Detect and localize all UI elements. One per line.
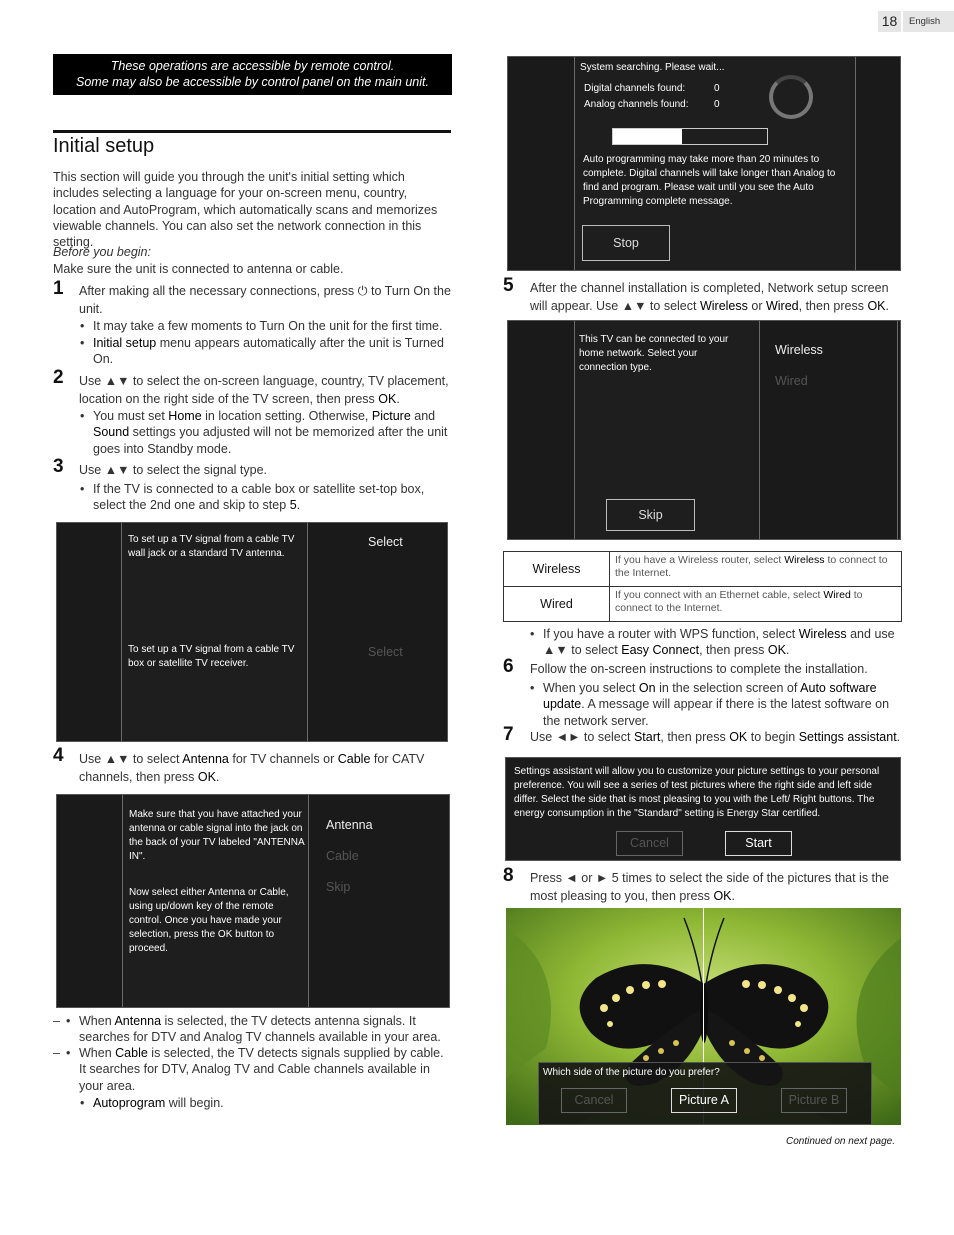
table-cell-text bbox=[610, 552, 902, 587]
step-6-bullet-a: When you select bbox=[543, 681, 636, 695]
option-cable[interactable]: Cable bbox=[326, 849, 359, 863]
step-3-text: Use ▲▼ to select the signal type. bbox=[79, 463, 268, 477]
step-2-bullet-and: and bbox=[414, 409, 436, 423]
step-1-number: 1 bbox=[53, 278, 64, 299]
before-you-begin-text: Make sure the unit is connected to antenna or cable. bbox=[53, 262, 344, 276]
step-4-text bbox=[79, 750, 451, 786]
antenna-desc-panel bbox=[122, 795, 309, 1007]
step-2-bullet bbox=[93, 408, 451, 457]
table-cell-text bbox=[610, 587, 902, 622]
notice-line-1: These operations are accessible by remote control. bbox=[110, 59, 395, 73]
wireless-key: Wireless bbox=[699, 299, 748, 313]
analog-channels-label: Analog channels found: bbox=[584, 99, 689, 110]
search-panel bbox=[574, 57, 856, 270]
home-key: Home bbox=[168, 409, 202, 423]
cable-note-a: When bbox=[79, 1046, 112, 1060]
step-8-end: . bbox=[731, 889, 735, 903]
step-2-number: 2 bbox=[53, 367, 64, 388]
wireless-row-text-a: If you have a Wireless router, select bbox=[615, 554, 782, 566]
step-4-number: 4 bbox=[53, 745, 64, 766]
table-row bbox=[504, 552, 902, 587]
table-cell-label: Wireless bbox=[504, 552, 610, 587]
autoprogram-note-rest: will begin. bbox=[168, 1096, 224, 1110]
step-2-bullet-c: settings you adjusted will not be memorized after the unit goes into Standby mode. bbox=[93, 425, 448, 456]
step-6-bullet-c: . A message will appear if there is the latest software on the network server. bbox=[543, 697, 890, 728]
section-title: Initial setup bbox=[53, 135, 155, 157]
step-5-or: or bbox=[751, 299, 763, 313]
intro-paragraph: This section will guide you through the unit's initial setting which includes selecting a language for your on-screen menu, country, location and AutoProgram, which automatically scans and memorizes viewable channels. You can also set the network connection in this setting. bbox=[53, 170, 438, 250]
wps-a: If you have a router with WPS function, select bbox=[543, 627, 796, 641]
step-1-text-b: to Turn On the unit. bbox=[79, 284, 451, 316]
network-type-table bbox=[503, 551, 902, 622]
step-8-text bbox=[530, 869, 902, 905]
step-6-bullet bbox=[543, 680, 901, 729]
loading-spinner-icon bbox=[769, 75, 813, 119]
ok-key: OK bbox=[729, 730, 748, 744]
digital-channels-label: Digital channels found: bbox=[584, 83, 686, 94]
step-3-bullet-end: . bbox=[296, 498, 301, 513]
search-progress-bar bbox=[612, 128, 768, 145]
language-tab: English bbox=[903, 11, 954, 32]
picture-question-dialog bbox=[538, 1062, 872, 1125]
step-7-end: . bbox=[896, 730, 901, 744]
notice-line-2: Some may also be accessible by control panel on the main unit. bbox=[76, 75, 429, 89]
step-2-text-a: Use ▲▼ to select the on-screen language, country, TV placement, location on the right side of the TV screen, then press bbox=[79, 374, 449, 406]
remote-control-notice bbox=[53, 54, 452, 95]
step-1-text bbox=[79, 282, 451, 318]
initial-setup-key: Initial setup bbox=[93, 336, 157, 350]
assistant-message: Settings assistant will allow you to customize your picture settings to your personal preference. You will see a series of test pictures where the right side and left side differ. Select the side that is most pleasing to you with the Left/ Right buttons. The energy consumption in the "Standard" setting is Energy Star certified. bbox=[514, 766, 880, 819]
antenna-note-b: is selected, the TV detects antenna signals. It searches for DTV and Analog TV channels available in your area. bbox=[79, 1014, 441, 1045]
wired-row-text-b: to connect to the Internet. bbox=[615, 589, 863, 614]
step-2-bullet-a: You must set bbox=[93, 409, 165, 423]
antenna-note-a: When bbox=[79, 1014, 112, 1028]
step-1-bullet-2 bbox=[93, 335, 451, 368]
step-6-bullet-b: in the selection screen of bbox=[659, 681, 798, 695]
skip-button[interactable]: Skip bbox=[606, 499, 695, 531]
step-4-text-b: for TV channels or bbox=[232, 752, 335, 766]
on-key: On bbox=[638, 681, 656, 695]
power-icon: ⏻ bbox=[357, 284, 368, 298]
option-antenna[interactable]: Antenna bbox=[326, 818, 373, 832]
start-key: Start bbox=[633, 730, 661, 744]
step-7-text-c: to begin bbox=[750, 730, 796, 744]
settings-assistant-key: Settings assistant bbox=[798, 730, 897, 744]
step-1-bullet-2-rest: menu appears automatically after the unit is Turned On. bbox=[93, 336, 444, 367]
cable-note-b: is selected, the TV detects signals supplied by cable. It searches for DTV, Analog TV and Cable channels available in your area. bbox=[79, 1046, 444, 1093]
wps-b: and use ▲▼ to select bbox=[543, 627, 895, 658]
antenna-desc-2: Now select either Antenna or Cable, using up/down key of the remote control. Once you have made your selection, press the OK button to proceed. bbox=[129, 887, 289, 954]
step-2-end: . bbox=[396, 392, 400, 406]
search-progress-fill bbox=[613, 129, 682, 144]
cable-key: Cable bbox=[115, 1046, 148, 1060]
signal-desc-panel bbox=[121, 523, 308, 741]
digital-channels-count: 0 bbox=[714, 83, 720, 94]
wired-key: Wired bbox=[765, 299, 799, 313]
table-cell-label: Wired bbox=[504, 587, 610, 622]
sound-key: Sound bbox=[93, 425, 130, 440]
step-7-text-a: Use ◄► to select bbox=[530, 730, 631, 744]
step-6-text: Follow the on-screen instructions to complete the installation. bbox=[530, 662, 868, 676]
wps-c: , then press bbox=[699, 643, 765, 658]
before-you-begin-label: Before you begin: bbox=[53, 245, 151, 259]
step-7-number: 7 bbox=[503, 724, 514, 745]
step-7-text bbox=[530, 728, 902, 746]
antenna-desc-1: Make sure that you have attached your antenna or cable signal into the jack on the back of your TV labeled "ANTENNA IN". bbox=[129, 809, 305, 862]
signal-desc-1: To set up a TV signal from a cable TV wall jack or a standard TV antenna. bbox=[128, 534, 295, 559]
cancel-button[interactable]: Cancel bbox=[561, 1088, 627, 1113]
step-5-end: . bbox=[885, 299, 889, 313]
step-4-end: . bbox=[215, 770, 220, 784]
signal-option-1[interactable]: Select bbox=[368, 535, 403, 549]
step-4-text-c: for CATV channels, then press bbox=[79, 752, 425, 784]
step-5-number: 5 bbox=[503, 275, 514, 296]
search-status: System searching. Please wait... bbox=[580, 62, 725, 73]
analog-channels-count: 0 bbox=[714, 99, 720, 110]
signal-option-2[interactable]: Select bbox=[368, 645, 403, 659]
cancel-button[interactable]: Cancel bbox=[616, 831, 683, 856]
settings-assistant-screen bbox=[505, 757, 901, 861]
picture-key: Picture bbox=[371, 409, 411, 423]
cable-key: Cable bbox=[337, 752, 371, 766]
picture-question: Which side of the picture do you prefer? bbox=[543, 1067, 720, 1078]
step-5-text-a: After the channel installation is completed, Network setup screen will appear. Use ▲▼ to select bbox=[530, 281, 889, 313]
ok-key: OK bbox=[867, 299, 886, 313]
network-desc-panel bbox=[574, 321, 760, 539]
network-setup-screen bbox=[507, 320, 901, 540]
table-row bbox=[504, 587, 902, 622]
option-wired[interactable]: Wired bbox=[775, 374, 808, 388]
step-2-bullet-b: in location setting. Otherwise, bbox=[205, 409, 369, 423]
ok-key: OK bbox=[197, 770, 216, 784]
wps-bullet bbox=[543, 626, 901, 659]
step-3-bullet bbox=[93, 481, 451, 514]
step-6-number: 6 bbox=[503, 656, 514, 677]
antenna-cable-screen bbox=[56, 794, 450, 1008]
title-rule bbox=[53, 130, 451, 133]
ok-key: OK bbox=[713, 889, 732, 903]
step-3-number: 3 bbox=[53, 456, 64, 477]
ok-key: OK bbox=[378, 392, 397, 406]
picture-preference-screen bbox=[506, 908, 901, 1125]
signal-type-screen bbox=[56, 522, 448, 742]
auto-software-update-key: Auto software update bbox=[543, 681, 877, 712]
option-skip[interactable]: Skip bbox=[326, 880, 351, 894]
step-5-ref: 5 bbox=[289, 498, 297, 513]
picture-b-button[interactable]: Picture B bbox=[781, 1088, 847, 1113]
autoprogram-note bbox=[93, 1095, 451, 1111]
step-4-text-a: Use ▲▼ to select bbox=[79, 752, 180, 766]
wireless-key: Wireless bbox=[798, 627, 847, 641]
cable-note: • – When Cable is selected, the TV detects signals supplied by cable. It searches for DTV, Analog TV and Cable channels available in your area. bbox=[79, 1045, 451, 1094]
page-number: 18 bbox=[878, 11, 901, 32]
step-1-text-a: After making all the necessary connections, press bbox=[79, 284, 355, 298]
step-1-bullet-1: • It may take a few moments to Turn On the unit for the first time. bbox=[93, 318, 453, 334]
network-options-panel bbox=[759, 321, 898, 539]
start-button[interactable]: Start bbox=[725, 831, 792, 856]
step-2-text bbox=[79, 372, 451, 408]
signal-desc-2: To set up a TV signal from a cable TV box or satellite TV receiver. bbox=[128, 644, 295, 669]
ok-key: OK bbox=[767, 643, 786, 658]
step-8-number: 8 bbox=[503, 865, 514, 886]
easy-connect-key: Easy Connect bbox=[621, 643, 700, 658]
step-7-text-b: , then press bbox=[660, 730, 726, 744]
picture-a-button[interactable]: Picture A bbox=[671, 1088, 737, 1113]
option-wireless[interactable]: Wireless bbox=[775, 343, 823, 357]
channel-search-screen bbox=[507, 56, 901, 271]
wireless-row-text-b: to connect to the Internet. bbox=[615, 554, 888, 579]
stop-button[interactable]: Stop bbox=[582, 225, 670, 261]
wired-key: Wired bbox=[823, 589, 851, 601]
search-message: Auto programming may take more than 20 minutes to complete. Digital channels will take longer than Analog to find and program. Please wait until you see the Auto Programming complete message. bbox=[583, 154, 836, 207]
wps-end: . bbox=[785, 643, 790, 658]
wired-row-text-a: If you connect with an Ethernet cable, select bbox=[615, 589, 821, 601]
step-8-text-a: Press ◄ or ► 5 times to select the side of the pictures that is the most pleasing to you, then press bbox=[530, 871, 889, 903]
autoprogram-key: Autoprogram bbox=[93, 1096, 166, 1110]
step-3-bullet-a: If the TV is connected to a cable box or satellite set-top box, select the 2nd one and skip to step bbox=[93, 482, 425, 513]
wireless-key: Wireless bbox=[784, 554, 825, 566]
network-desc: This TV can be connected to your home network. Select your connection type. bbox=[579, 334, 729, 373]
antenna-key: Antenna bbox=[182, 752, 229, 766]
continued-note: Continued on next page. bbox=[786, 1136, 895, 1147]
antenna-note: • – When Antenna is selected, the TV detects antenna signals. It searches for DTV and Analog TV channels available in your area. bbox=[79, 1013, 451, 1046]
step-5-text-b: , then press bbox=[798, 299, 864, 313]
step-5-text bbox=[530, 279, 902, 315]
antenna-key: Antenna bbox=[114, 1014, 162, 1028]
